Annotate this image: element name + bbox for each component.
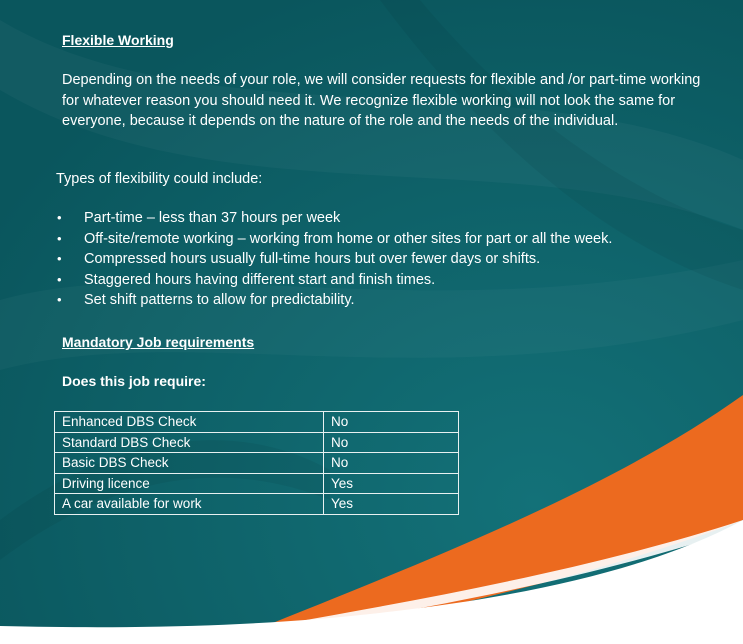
bullet-icon: •: [57, 251, 62, 267]
mandatory-requirements-heading: Mandatory Job requirements: [62, 334, 255, 350]
bullet-icon: •: [57, 271, 62, 287]
answer-cell: No: [324, 412, 459, 433]
bullet-icon: •: [57, 230, 62, 246]
list-item: [56, 229, 612, 250]
requirement-cell: Standard DBS Check: [55, 432, 324, 453]
list-item-text: Compressed hours usually full-time hours but over fewer days or shifts.: [84, 251, 541, 268]
flexible-working-paragraph: Depending on the needs of your role, we will consider requests for flexible and /or part-time working for whatever reason you should need it. We recognize flexible working will not look the same for everyone, because it depends on the nature of the role and the needs of the individual.: [62, 72, 701, 129]
bullet-icon: •: [57, 210, 62, 225]
requirements-question: Does this job require:: [62, 373, 206, 389]
list-item-text: Off-site/remote working – working from home or other sites for part or all the week.: [84, 230, 613, 247]
answer-cell: Yes: [324, 494, 459, 515]
table-row: [55, 412, 459, 433]
bullet-icon: •: [57, 292, 62, 308]
list-item: [56, 270, 612, 291]
list-item-text: Staggered hours having different start and finish times.: [84, 271, 436, 288]
list-item-text: Part-time – less than 37 hours per week: [84, 210, 341, 226]
answer-cell: Yes: [324, 473, 459, 494]
requirements-table: [54, 411, 459, 515]
flexibility-list: [56, 208, 612, 311]
table-row: [55, 432, 459, 453]
flexible-working-heading: Flexible Working: [62, 32, 174, 48]
list-item-text: Set shift patterns to allow for predictability.: [84, 292, 355, 309]
table-row: [55, 494, 459, 515]
list-item: [56, 290, 612, 311]
list-item: [56, 249, 612, 270]
table-row: [55, 473, 459, 494]
requirement-cell: Basic DBS Check: [55, 453, 324, 474]
answer-cell: No: [324, 432, 459, 453]
requirement-cell: Enhanced DBS Check: [55, 412, 324, 433]
table-row: [55, 453, 459, 474]
requirement-cell: Driving licence: [55, 473, 324, 494]
types-intro: Types of flexibility could include:: [56, 171, 263, 187]
requirement-cell: A car available for work: [55, 494, 324, 515]
list-item: [56, 208, 612, 229]
answer-cell: No: [324, 453, 459, 474]
